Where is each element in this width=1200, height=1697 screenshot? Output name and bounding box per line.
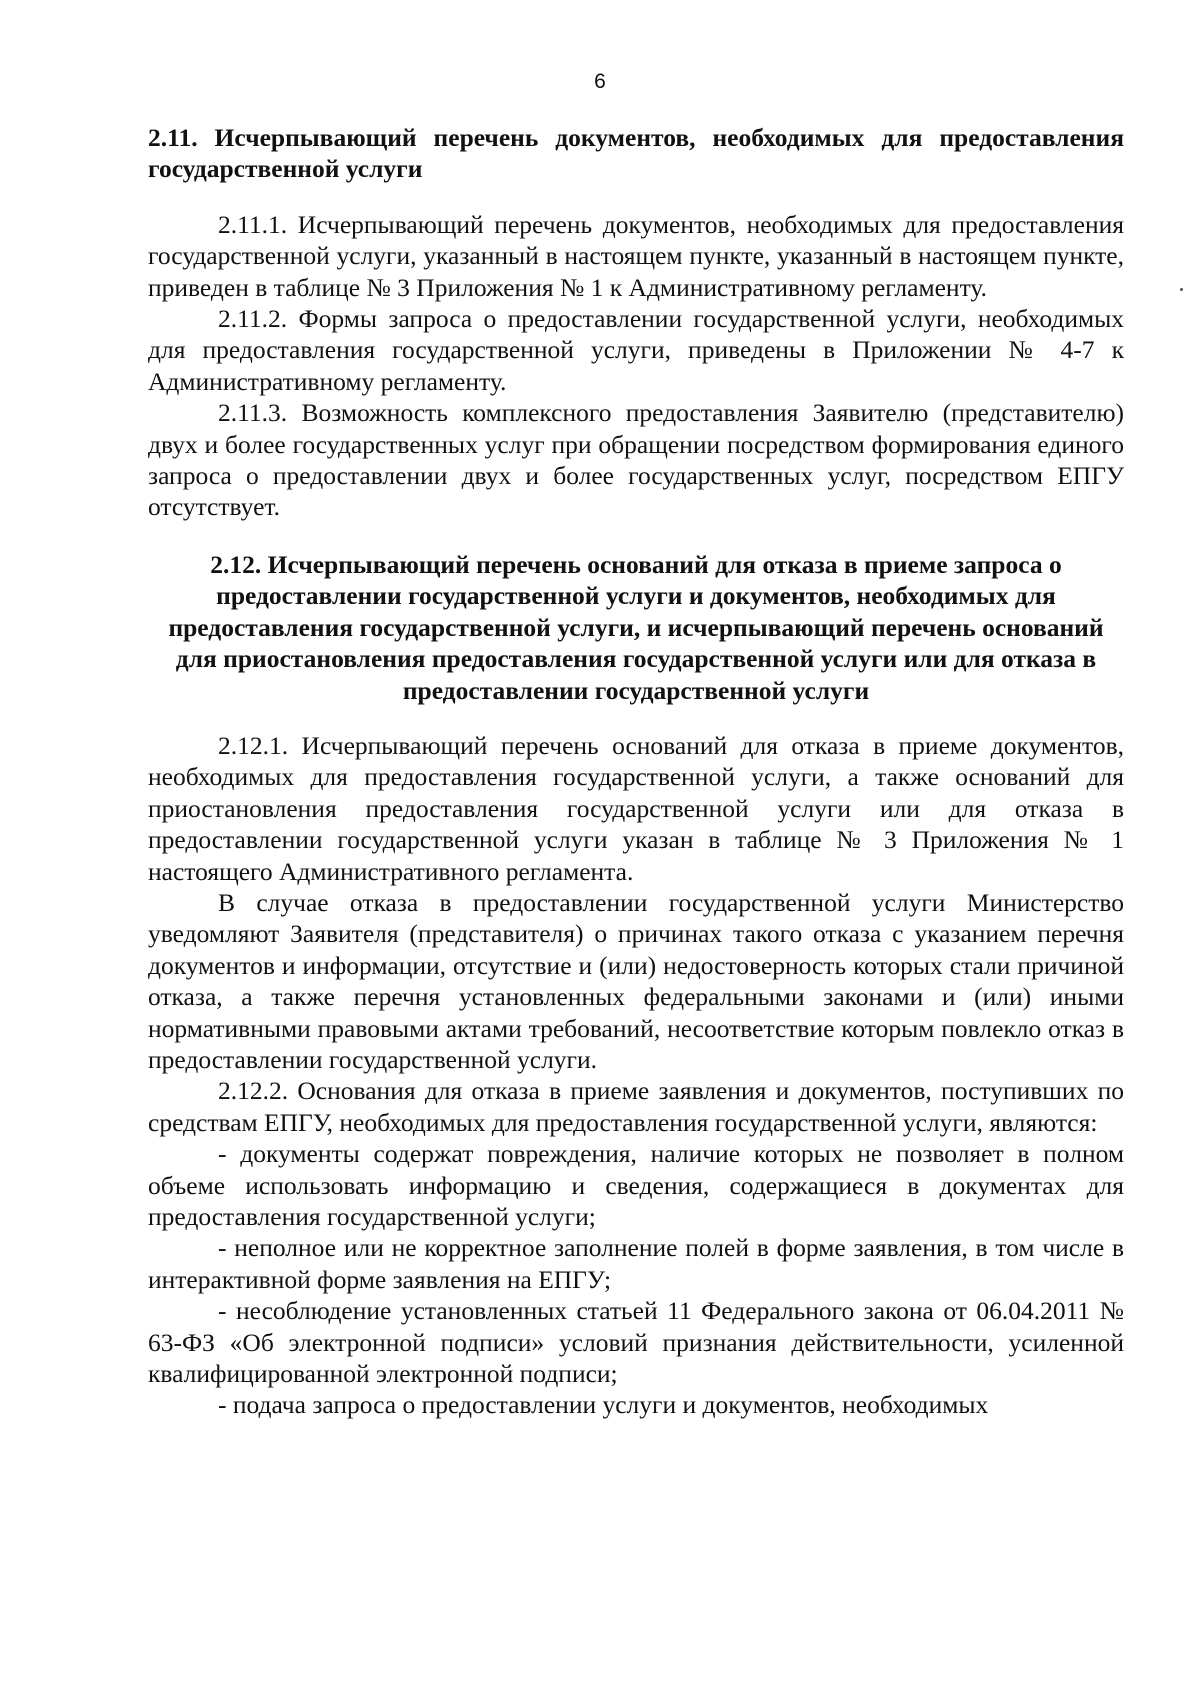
paragraph-2-12-1: 2.12.1. Исчерпывающий перечень оснований для отказа в приеме документов, необходимых для предоставления государственной услуги, а также оснований для приостановления предоставления государственной услуги или для отказа в предоставлении государственной услуги указан в таблице № 3 Приложения № 1 настоящего Административного регламента. — [148, 730, 1124, 886]
list-item-signature-noncompliance: - несоблюдение установленных статьей 11 Федерального закона от 06.04.2011 № 63-ФЗ «Об электронной подписи» условий признания действительности, усиленной квалифицированной электронной подписи; — [148, 1296, 1124, 1389]
paragraph-2-12-2: 2.12.2. Основания для отказа в приеме заявления и документов, поступивших по средствам ЕПГУ, необходимых для предоставления государственной услуги, являются: — [148, 1076, 1124, 1137]
list-item-incomplete-form: - неполное или не корректное заполнение полей в форме заявления, в том числе в интерактивной форме заявления на ЕПГУ; — [148, 1233, 1124, 1294]
scan-speck — [1180, 288, 1183, 291]
document-body — [148, 122, 1124, 1421]
list-item-damaged-documents: - документы содержат повреждения, наличие которых не позволяет в полном объеме использовать информацию и сведения, содержащиеся в документах для предоставления государственной услуги; — [148, 1139, 1124, 1231]
paragraph-2-11-3: 2.11.3. Возможность комплексного предоставления Заявителю (представителю) двух и более государственных услуг при обращении посредством формирования единого запроса о предоставлении двух и более государственных услуг, посредством ЕПГУ отсутствует. — [148, 398, 1124, 522]
list-item-request-submission: - подача запроса о предоставлении услуги и документов, необходимых — [218, 1390, 989, 1420]
paragraph-2-11-2: 2.11.2. Формы запроса о предоставлении государственной услуги, необходимых для предоставления государственной услуги, приведены в Приложении № 4-7 к Административному регламенту. — [148, 304, 1124, 396]
section-heading-2-12: 2.12. Исчерпывающий перечень оснований для отказа в приеме запроса о предоставлении государственной услуги и документов, необходимых для предоставления государственной услуги, и исчерпывающий перечень оснований для приостановления предоставления государственной услуги или для отказа в предоставлении государственной услуги — [168, 549, 1104, 705]
paragraph-refusal-notice: В случае отказа в предоставлении государственной услуги Министерство уведомляют Заявителя (представителя) о причинах такого отказа с указанием перечня документов и информации, отсутствие и (или) недостоверность которых стали причиной отказа, а также перечня установленных федеральными законами и (или) иными нормативными правовыми актами требований, несоответствие которым повлекло отказ в предоставлении государственной услуги. — [148, 887, 1124, 1074]
section-heading-2-11: 2.11. Исчерпывающий перечень документов, необходимых для предоставления государственной услуги — [148, 123, 1124, 184]
paragraph-2-11-1: 2.11.1. Исчерпывающий перечень документов, необходимых для предоставления государственной услуги, указанный в настоящем пункте, указанный в настоящем пункте, приведен в таблице № 3 Приложения № 1 к Административному регламенту. — [148, 209, 1124, 302]
page-number: 6 — [594, 70, 606, 93]
